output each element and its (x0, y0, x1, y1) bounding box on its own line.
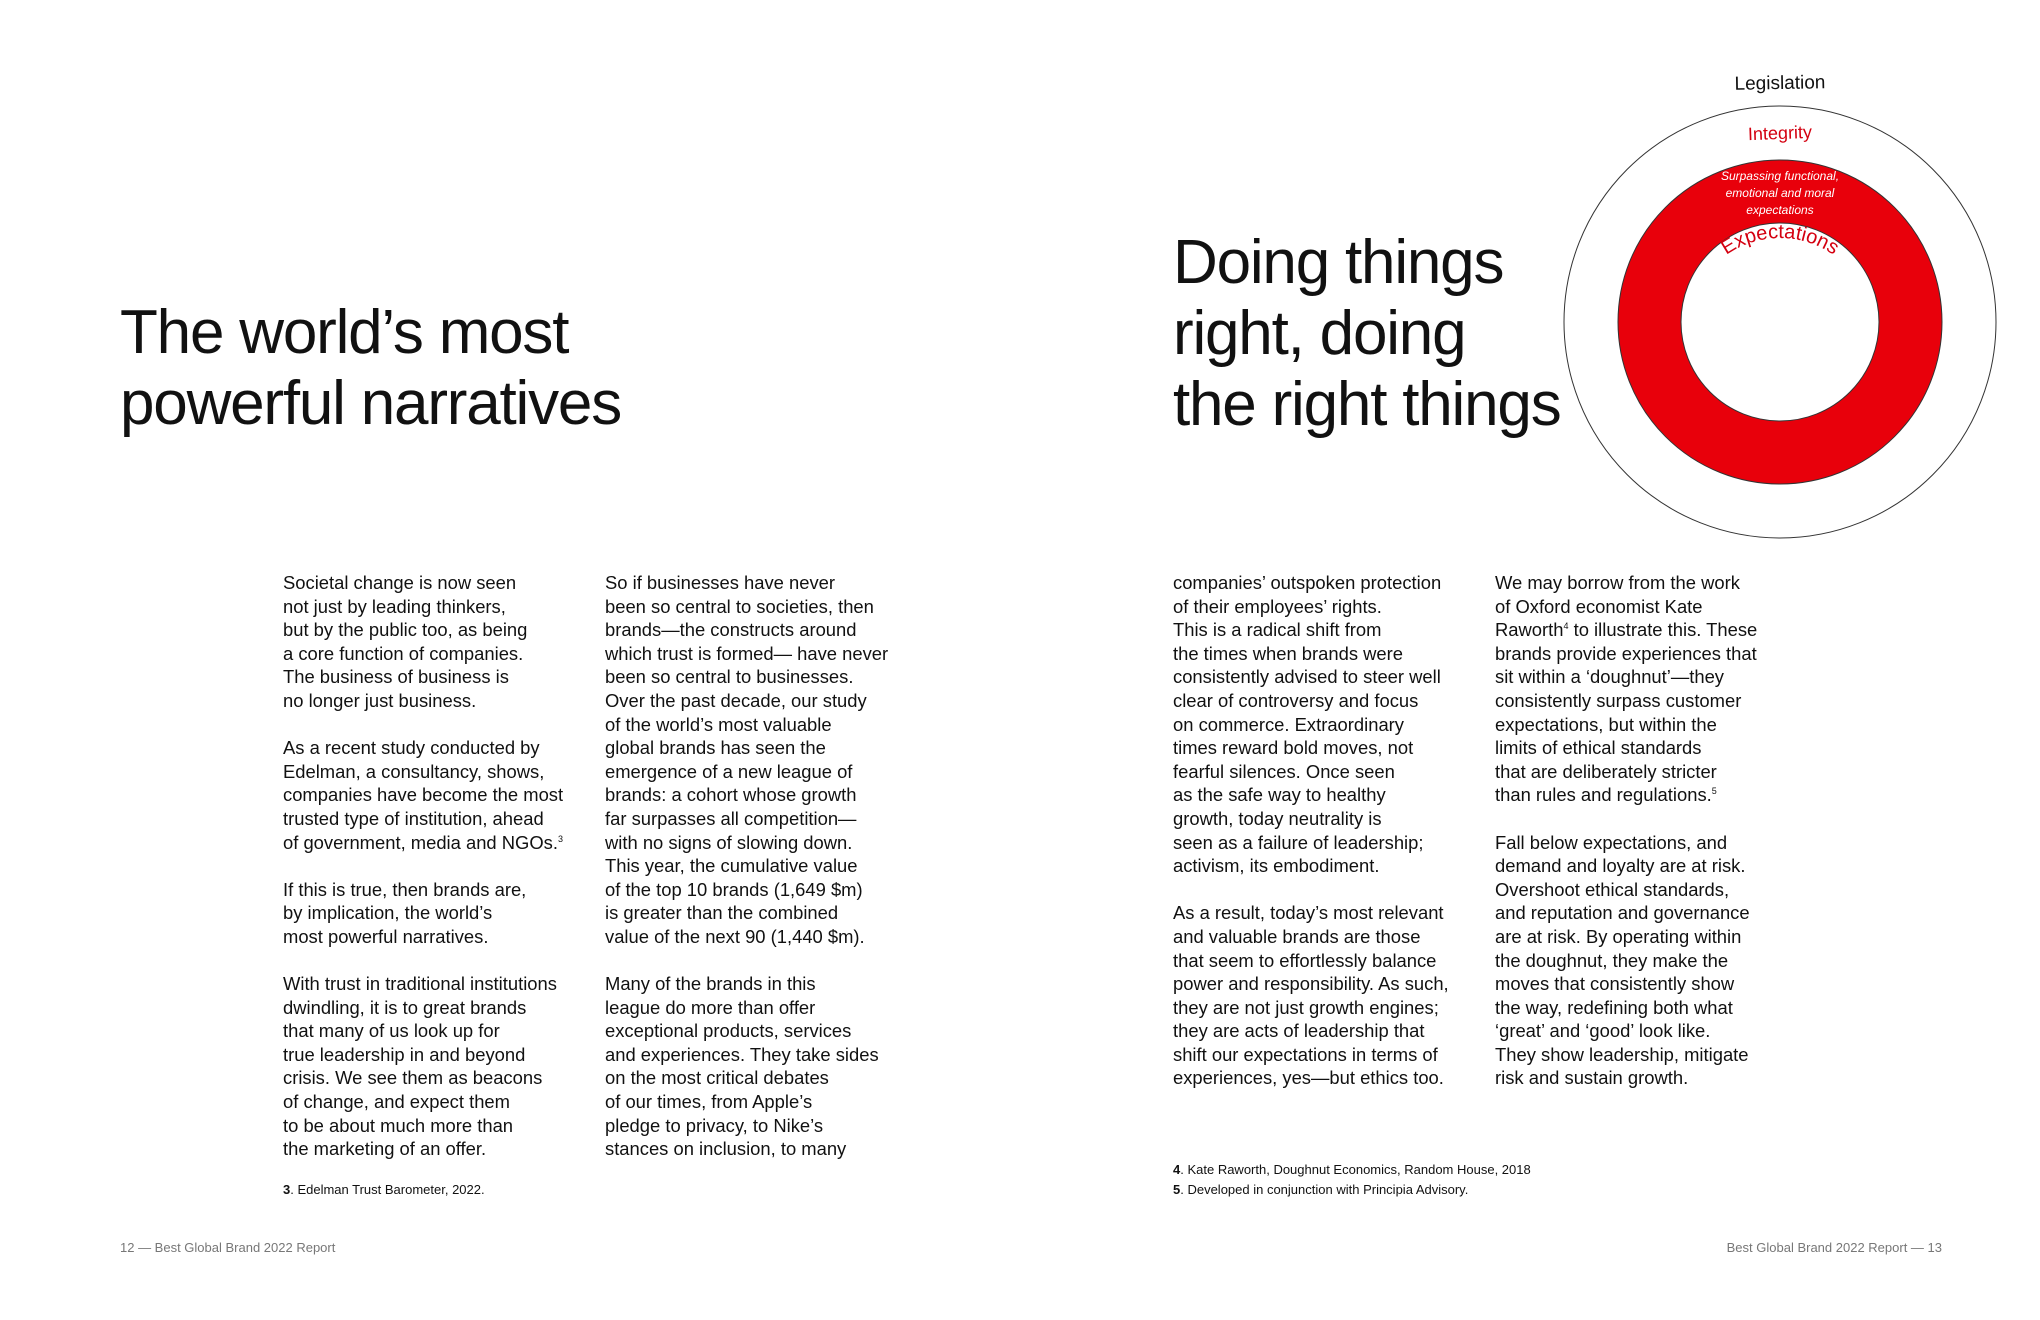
left-page-title (120, 297, 621, 439)
footnote-3: 3. Edelman Trust Barometer, 2022. (283, 1182, 485, 1197)
integrity-label: Integrity (1747, 121, 1813, 145)
footnotes-4-5 (1173, 1160, 1531, 1199)
paragraph: If this is true, then brands are, by implication, the world’s most powerful narratives. (283, 878, 527, 947)
footnote-ref-5: 5 (1711, 786, 1717, 797)
left-title-line-1: The world’s most (120, 298, 569, 367)
right-body-column-1 (1173, 571, 1473, 1090)
ring-description-line-3: expectations (1746, 203, 1814, 217)
right-body-column-2 (1495, 571, 1795, 1090)
footnote-ref-3: 3 (557, 833, 563, 844)
paragraph: With trust in traditional institutions dwindling, it is to great brands that many of us look up for true leadership in and beyond crisis. We see them as beacons of change, and expect them to be about much more than the marketing of an offer. (283, 973, 557, 1160)
right-page-title (1173, 227, 1561, 440)
left-body-column-2 (605, 571, 905, 1161)
left-title-line-2: powerful narratives (120, 369, 621, 438)
page-footer-right: Best Global Brand 2022 Report — 13 (1726, 1240, 1942, 1255)
right-title-line-3: the right things (1173, 370, 1561, 439)
expectations-circle (1681, 220, 1879, 421)
right-title-line-1: Doing things (1173, 228, 1504, 297)
right-title-line-2: right, doing (1173, 299, 1466, 368)
paragraph: Societal change is now seen not just by leading thinkers, but by the public too, as being a core function of companies. The business of business is no longer just business. (283, 572, 528, 711)
paragraph: companies’ outspoken protection of their employees’ rights. This is a radical shift from the times when brands were consistently advised to steer well clear of controversy and focus on commerce. Extraordinary times reward bold moves, not fearful silences. Once seen as the safe way to healthy growth, today neutrality is seen as a failure of leadership; activism, its embodiment. (1173, 572, 1442, 877)
paragraph-raworth: We may borrow from the work of Oxford economist Kate Raworth$^4$ to illustrate this. These brands provide experiences that sit within a ‘doughnut’—they consistently surpass customer expectations, but within the limits of ethical standards that are deliberately stricter than rules and regulations.$^5$ (1495, 572, 1758, 806)
paragraph-edelman: As a recent study conducted by Edelman, a consultancy, shows, companies have become the most trusted type of institution, ahead of government, media and NGOs.$^3$ (283, 737, 564, 853)
paragraph: So if businesses have never been so central to societies, then brands—the constructs around which trust is formed— have never been so central to businesses. Over the past decade, our study of the world’s most valuable global brands has seen the emergence of a new league of brands: a cohort whose growth far surpasses all competition— with no signs of slowing down. This year, the cumulative value of the top 10 brands (1,649 $m) is greater than the combined value of the next 90 (1,440 $m). (605, 572, 889, 947)
page-footer-left: 12 — Best Global Brand 2022 Report (120, 1240, 336, 1255)
paragraph: As a result, today’s most relevant and valuable brands are those that seem to effortlessly balance power and responsibility. As such, they are not just growth engines; they are acts of leadership that shift our expectations in terms of experiences, yes—but ethics too. (1173, 902, 1449, 1089)
expectations-label: Expectations (1717, 220, 1843, 260)
doughnut-diagram (1550, 60, 2010, 550)
legislation-label: Legislation (1734, 72, 1826, 95)
paragraph: Many of the brands in this league do more than offer exceptional products, services and experiences. They take sides on the most critical debates of our times, from Apple’s pledge to privacy, to Nike’s stances on inclusion, to many (605, 973, 879, 1160)
ring-description-line-1: Surpassing functional, (1720, 169, 1840, 183)
left-body-column-1 (283, 571, 583, 1161)
footnote-5: 5. Developed in conjunction with Principia Advisory. (1173, 1181, 1469, 1197)
paragraph: Fall below expectations, and demand and loyalty are at risk. Overshoot ethical standards, and reputation and governance are at risk. By operating within the doughnut, they make the moves that consistently show the way, redefining both what ‘great’ and ‘good’ look like. They show leadership, mitigate risk and sustain growth. (1495, 831, 1750, 1089)
footnote-4: 4. Kate Raworth, Doughnut Economics, Random House, 2018 (1173, 1162, 1531, 1177)
footnote-ref-4: 4 (1563, 621, 1569, 632)
ring-description-line-2: emotional and moral (1725, 186, 1835, 200)
